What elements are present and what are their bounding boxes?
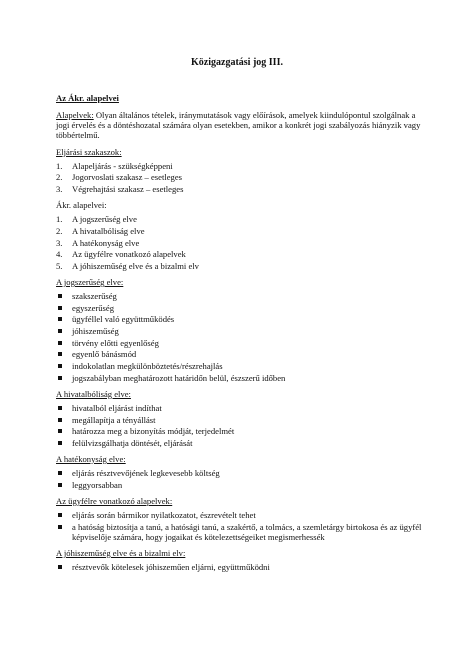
- list-item: eljárás során bármikor nyilatkozatot, észrevételt tehet: [56, 510, 428, 520]
- list-item: egyszerűség: [56, 303, 428, 313]
- bullet-icon: [58, 341, 62, 345]
- list-item: indokolatlan megkülönböztetés/részrehajlás: [56, 361, 428, 371]
- bullet-icon: [58, 429, 62, 433]
- stages-label: Eljárási szakaszok:: [56, 146, 122, 157]
- intro-text: Olyan általános tételek, iránymutatások vagy előírások, amelyek kiindulópontul szolgálnak a jogi érvelés és a döntéshozatal számára olyan esetekben, amikor a konkrét jogi szabályozás hiányzik vagy többértelmű.: [56, 110, 421, 141]
- list-item: 1. A jogszerűség elve: [56, 214, 137, 225]
- bullet-icon: [58, 294, 62, 298]
- bullet-icon: [58, 352, 62, 356]
- principles-list: [56, 214, 428, 271]
- bullet-icon: [58, 317, 62, 321]
- bullet-icon: [58, 471, 62, 475]
- list-item: leggyorsabban: [56, 480, 428, 490]
- section-label-ugyfel: Az ügyfélre vonatkozó alapelvek:: [56, 495, 173, 506]
- list-item: jóhiszeműség: [56, 326, 428, 336]
- list-item: megállapítja a tényállást: [56, 415, 428, 425]
- list-item: ügyféllel való együttműködés: [56, 314, 428, 324]
- list-item: egyenlő bánásmód: [56, 349, 428, 359]
- bullet-icon: [58, 306, 62, 310]
- list-item: 1. Alapeljárás - szükségképpeni: [56, 160, 173, 171]
- bullet-list-hatekonysag: [56, 468, 428, 490]
- intro-paragraph: [56, 110, 428, 140]
- section-label-johiszemuseg: A jóhiszeműség elve és a bizalmi elv:: [56, 547, 186, 558]
- document-content: [56, 93, 428, 578]
- list-item: 2. Jogorvoslati szakasz – esetleges: [56, 172, 183, 183]
- list-item: a hatóság biztosítja a tanú, a hatósági tanú, a szakértő, a tolmács, a szemletárgy birtokosa és az ügyfél képviselője számára, hogy jogaikat és kötelezettségeiket megismerhessék: [56, 522, 428, 542]
- list-item: 3. Végrehajtási szakasz – esetleges: [56, 183, 184, 194]
- list-item: határozza meg a bizonyítás módját, terjedelmét: [56, 426, 428, 436]
- stages-list: [56, 161, 428, 194]
- list-item: 4. Az ügyfélre vonatkozó alapelvek: [56, 249, 186, 260]
- bullet-icon: [58, 418, 62, 422]
- list-item: 5. A jóhiszeműség elve és a bizalmi elv: [56, 260, 199, 271]
- list-item: szakszerűség: [56, 291, 428, 301]
- principles-label: Ákr. alapelvei:: [56, 200, 107, 211]
- bullet-icon: [58, 406, 62, 410]
- bullet-icon: [58, 483, 62, 487]
- bullet-icon: [58, 441, 62, 445]
- list-item: eljárás résztvevőjének legkevesebb költség: [56, 468, 428, 478]
- list-item: törvény előtti egyenlőség: [56, 338, 428, 348]
- bullet-list-hivatalbolisag: [56, 403, 428, 448]
- list-item: jogszabályban meghatározott határidőn belül, észszerű időben: [56, 373, 428, 383]
- bullet-icon: [58, 565, 62, 569]
- bullet-icon: [58, 329, 62, 333]
- list-item: 3. A hatékonyság elve: [56, 237, 140, 248]
- bullet-list-johiszemuseg: [56, 562, 428, 572]
- section-label-jogszeruseg: A jogszerűség elve:: [56, 276, 124, 287]
- list-item: 2. A hivatalbóliság elve: [56, 225, 145, 236]
- list-item: hivatalból eljárást indíthat: [56, 403, 428, 413]
- document-title: Közigazgatási jog III.: [191, 57, 283, 68]
- bullet-icon: [58, 513, 62, 517]
- section-label-hivatalbolisag: A hivatalbóliság elve:: [56, 388, 131, 399]
- bullet-icon: [58, 376, 62, 380]
- intro-label: Alapelvek:: [56, 110, 94, 121]
- bullet-icon: [58, 525, 62, 529]
- bullet-icon: [58, 364, 62, 368]
- list-item: felülvizsgálhatja döntését, eljárását: [56, 438, 428, 448]
- section-heading: Az Ákr. alapelvei: [56, 93, 119, 103]
- bullet-list-ugyfel: [56, 510, 428, 542]
- bullet-list-jogszeruseg: [56, 291, 428, 383]
- list-item: résztvevők kötelesek jóhiszeműen eljárni, együttműködni: [56, 562, 428, 572]
- section-label-hatekonysag: A hatékonyság elve:: [56, 453, 126, 464]
